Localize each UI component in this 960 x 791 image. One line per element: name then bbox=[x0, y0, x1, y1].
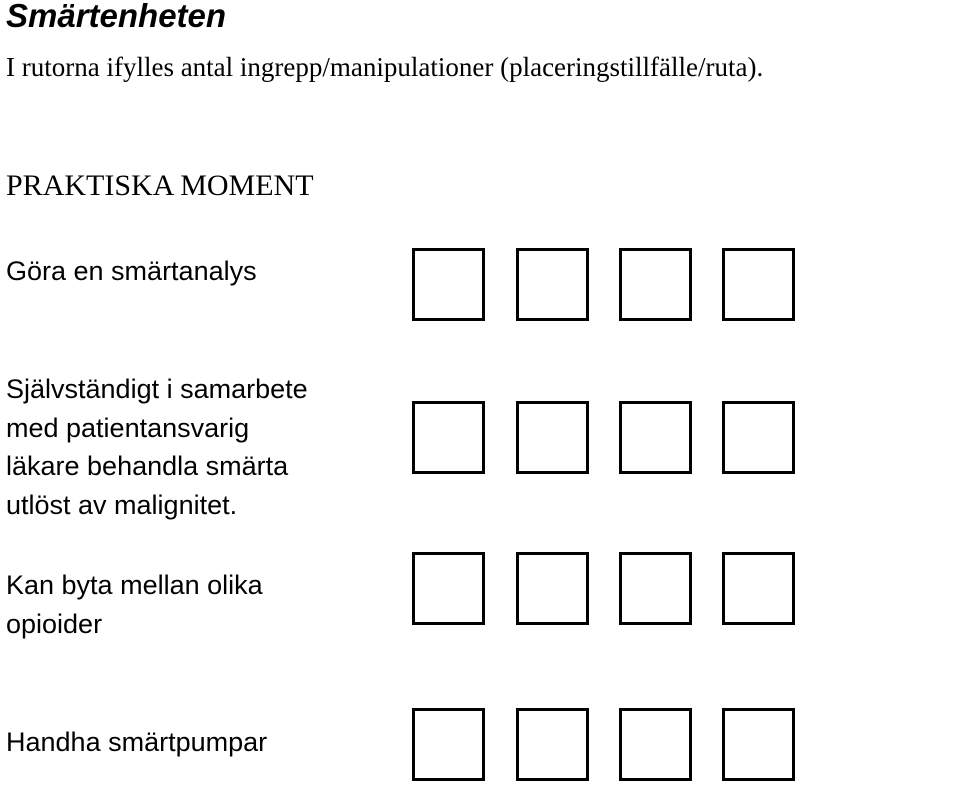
document-title: Smärtenheten bbox=[6, 0, 227, 34]
count-box[interactable] bbox=[412, 248, 485, 321]
count-box[interactable] bbox=[516, 401, 589, 474]
count-box[interactable] bbox=[412, 552, 485, 625]
row-label bbox=[6, 723, 396, 762]
row-label-line: Göra en smärtanalys bbox=[6, 256, 257, 286]
row-label-line: Självständigt i samarbete bbox=[6, 374, 308, 404]
row-label-line: Kan byta mellan olika bbox=[6, 570, 263, 600]
row-label bbox=[6, 566, 396, 643]
count-box[interactable] bbox=[412, 401, 485, 474]
count-box[interactable] bbox=[619, 401, 692, 474]
count-box[interactable] bbox=[619, 552, 692, 625]
count-box[interactable] bbox=[722, 248, 795, 321]
count-box[interactable] bbox=[722, 552, 795, 625]
row-label bbox=[6, 370, 396, 524]
count-box[interactable] bbox=[516, 248, 589, 321]
count-box[interactable] bbox=[619, 248, 692, 321]
row-label bbox=[6, 252, 396, 291]
count-box[interactable] bbox=[722, 708, 795, 781]
count-box[interactable] bbox=[516, 552, 589, 625]
row-label-line: utlöst av malignitet. bbox=[6, 489, 238, 520]
row-label-line: med patientansvarig bbox=[6, 412, 250, 443]
count-box[interactable] bbox=[412, 708, 485, 781]
count-box[interactable] bbox=[516, 708, 589, 781]
row-label-line: läkare behandla smärta bbox=[6, 451, 289, 481]
instruction-text: I rutorna ifylles antal ingrepp/manipulationer (placeringstillfälle/ruta). bbox=[6, 52, 764, 82]
row-label-line: opioider bbox=[6, 608, 103, 639]
section-heading: PRAKTISKA MOMENT bbox=[6, 169, 314, 202]
count-box[interactable] bbox=[619, 708, 692, 781]
row-label-line: Handha smärtpumpar bbox=[6, 727, 268, 757]
count-box[interactable] bbox=[722, 401, 795, 474]
